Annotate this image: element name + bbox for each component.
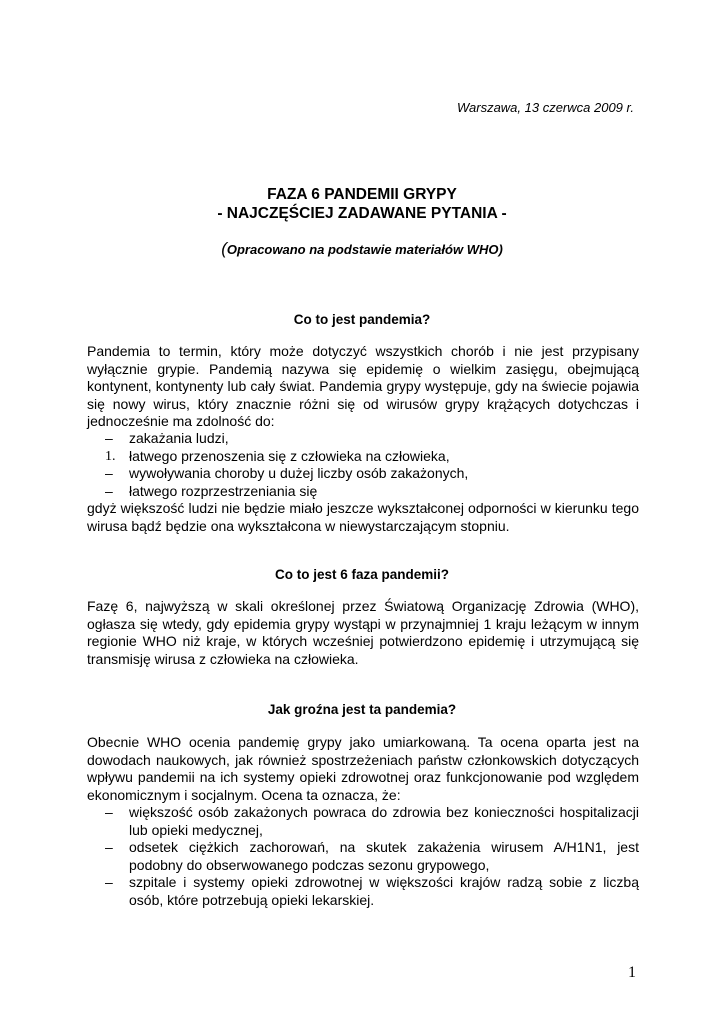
list-marker: 1. <box>105 448 116 464</box>
list-marker: – <box>105 430 113 446</box>
document-subtitle <box>0 239 724 259</box>
list-item <box>105 804 639 839</box>
list-item-text: łatwego rozprzestrzeniania się <box>129 482 318 499</box>
list-item <box>105 465 639 483</box>
subtitle-paren: ( <box>221 239 227 258</box>
section-2-question: Co to jest 6 faza pandemii? <box>274 567 450 582</box>
list-marker: – <box>105 874 113 890</box>
list-item <box>105 483 639 501</box>
list-marker: – <box>105 839 113 855</box>
list-item <box>105 448 639 466</box>
section-3-intro: Obecnie WHO ocenia pandemię grypy jako umiarkowaną. Ta ocena oparta jest na dowodach naukowych, jak również spostrzeżeniach państw członkowskich dotyczących wpływu pandemii na ich systemy opieki zdrowotnej oraz funkcjonowanie pod względem ekonomicznym i socjalnym. Ocena ta oznacza, że: <box>87 734 639 803</box>
list-item-text: odsetek ciężkich zachorowań, na skutek zakażenia wirusem A/H1N1, jest podobny do obserwowanego podczas sezonu grypowego, <box>129 839 639 873</box>
list-item <box>105 839 639 874</box>
section-1-question: Co to jest pandemia? <box>293 312 431 327</box>
list-marker: – <box>105 465 113 481</box>
page-number: 1 <box>628 964 636 981</box>
list-item-text: łatwego przenoszenia się z człowieka na człowieka, <box>129 447 450 464</box>
list-item <box>105 874 639 909</box>
list-item-text: szpitale i systemy opieki zdrowotnej w większości krajów radzą sobie z liczbą osób, które potrzebują opieki lekarskiej. <box>129 874 639 908</box>
section-2-intro: Fazę 6, najwyższą w skali określonej przez Światową Organizację Zdrowia (WHO), ogłasza się wtedy, gdy epidemia grypy wystąpi w przynajmniej 1 kraju leżącym w innym regionie WHO niż kraje, w których wcześniej potwierdzono epidemię i utrzymującą się transmisję wirusa z człowieka na człowieka. <box>87 598 639 667</box>
section-1-outro: gdyż większość ludzi nie będzie miało jeszcze wykształconej odporności w kierunku tego wirusa bądź będzie ona wykształcona w niewystarczającym stopniu. <box>87 500 639 534</box>
list-item-text: wywoływania choroby u dużej liczby osób zakażonych, <box>129 465 469 481</box>
list-item-text: większość osób zakażonych powraca do zdrowia bez konieczności hospitalizacji lub opieki medycznej, <box>129 804 639 838</box>
document-title-line1: FAZA 6 PANDEMII GRYPY <box>267 186 457 203</box>
list-marker: – <box>105 482 113 499</box>
section-3-list <box>105 804 639 909</box>
section-1-intro: Pandemia to termin, który może dotyczyć wszystkich chorób i nie jest przypisany wyłącznie grypie. Pandemią nazywa się epidemię o wielkim zasięgu, obejmującą kontynent, kontynenty lub cały świat. Pandemia grypy występuje, gdy na świecie pojawia się nowy wirus, który znacznie różni się od wirusów grypy krążących dotychczas i jednocześnie ma zdolność do: <box>87 343 639 429</box>
list-item <box>105 430 639 448</box>
list-marker: – <box>105 804 113 820</box>
document-title-line2: - NAJCZĘŚCIEJ ZADAWANE PYTANIA - <box>217 205 507 222</box>
list-item-text: zakażania ludzi, <box>129 430 229 446</box>
subtitle-text: Opracowano na podstawie materiałów WHO) <box>226 242 503 257</box>
document-date: Warszawa, 13 czerwca 2009 r. <box>456 100 634 115</box>
section-3-question: Jak groźna jest ta pandemia? <box>267 702 457 717</box>
section-1-list <box>105 430 639 500</box>
